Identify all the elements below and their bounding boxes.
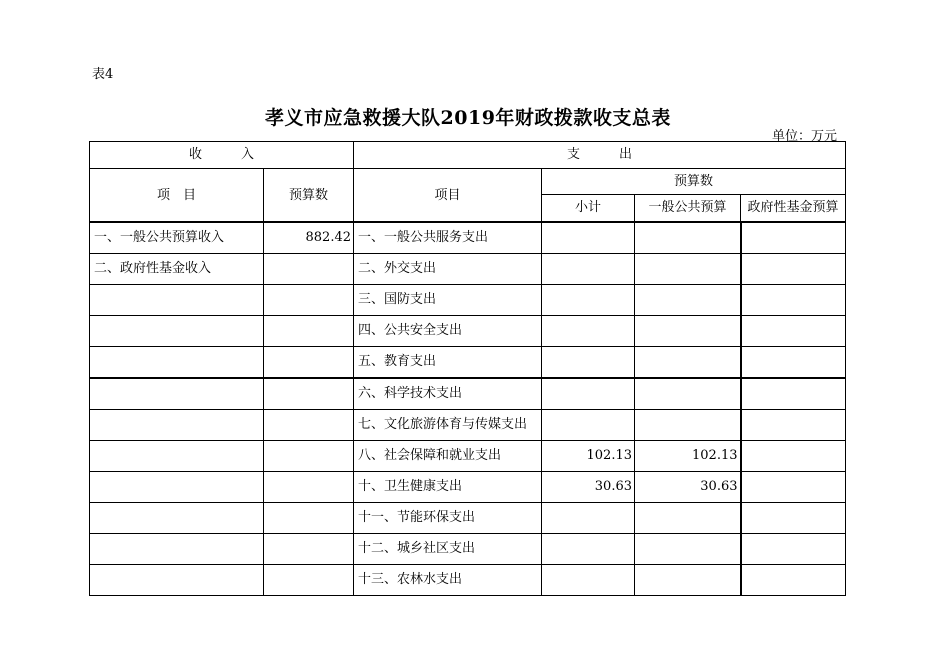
expense-budget-header: 预算数 [542,169,846,195]
expense-item-cell: 二、外交支出 [354,254,542,285]
subtotal-cell [542,410,635,441]
income-amount-cell [264,534,354,565]
table-row [90,378,846,410]
expense-item-cell: 八、社会保障和就业支出 [354,441,542,472]
general-budget-cell [635,378,741,410]
income-item-cell [90,285,264,316]
income-header: 收 入 [90,142,354,169]
fund-budget-cell [741,285,846,316]
subtotal-cell [542,222,635,254]
table-number: 表4 [92,67,114,82]
expense-item-cell: 三、国防支出 [354,285,542,316]
expense-item-cell: 一、一般公共服务支出 [354,222,542,254]
fund-budget-cell [741,254,846,285]
expense-header: 支 出 [354,142,846,169]
expense-item-cell: 六、科学技术支出 [354,378,542,410]
subtotal-cell [542,285,635,316]
table-row [90,222,846,254]
subtotal-cell: 30.63 [542,472,635,503]
general-budget-cell: 30.63 [635,472,741,503]
fund-budget-cell [741,472,846,503]
general-budget-cell [635,347,741,379]
income-item-cell [90,316,264,347]
income-amount-cell [264,441,354,472]
fund-budget-cell [741,503,846,534]
income-item-cell [90,534,264,565]
table-row [90,503,846,534]
unit-label: 单位：万元 [772,129,838,144]
income-item-cell [90,472,264,503]
income-amount-cell [264,285,354,316]
general-budget-cell [635,565,741,596]
fund-budget-cell [741,410,846,441]
general-budget-cell: 102.13 [635,441,741,472]
subtotal-cell [542,503,635,534]
expense-item-cell: 四、公共安全支出 [354,316,542,347]
table-row [90,285,846,316]
subtotal-cell [542,534,635,565]
table-row [90,441,846,472]
fund-budget-cell [741,347,846,379]
table-row [90,254,846,285]
table-row [90,534,846,565]
income-amount-cell: 882.42 [264,222,354,254]
income-item-cell [90,378,264,410]
income-item-cell [90,503,264,534]
expense-item-cell: 五、教育支出 [354,347,542,379]
income-amount-cell [264,316,354,347]
income-amount-cell [264,410,354,441]
general-budget-cell [635,316,741,347]
income-item-cell [90,410,264,441]
income-amount-cell [264,347,354,379]
table-row [90,472,846,503]
income-amount-cell [264,378,354,410]
income-item-cell [90,565,264,596]
budget-table [89,141,846,596]
fund-budget-header: 政府性基金预算 [741,195,846,223]
general-budget-cell [635,285,741,316]
table-row [90,565,846,596]
table-row [90,347,846,379]
expense-item-cell: 七、文化旅游体育与传媒支出 [354,410,542,441]
income-budget-header: 预算数 [264,169,354,223]
expense-item-cell: 十、卫生健康支出 [354,472,542,503]
expense-item-header: 项目 [354,169,542,223]
general-budget-cell [635,410,741,441]
table-row [90,316,846,347]
subtotal-cell [542,316,635,347]
expense-item-cell: 十一、节能环保支出 [354,503,542,534]
subtotal-cell: 102.13 [542,441,635,472]
income-item-cell: 一、一般公共预算收入 [90,222,264,254]
general-budget-cell [635,222,741,254]
income-amount-cell [264,503,354,534]
income-amount-cell [264,254,354,285]
fund-budget-cell [741,316,846,347]
income-item-cell [90,441,264,472]
subtotal-cell [542,565,635,596]
fund-budget-cell [741,222,846,254]
income-item-cell: 二、政府性基金收入 [90,254,264,285]
document-title: 孝义市应急救援大队2019年财政拨款收支总表 [265,107,671,129]
income-amount-cell [264,472,354,503]
income-item-cell [90,347,264,379]
expense-item-cell: 十二、城乡社区支出 [354,534,542,565]
fund-budget-cell [741,378,846,410]
fund-budget-cell [741,565,846,596]
general-budget-cell [635,534,741,565]
income-amount-cell [264,565,354,596]
fund-budget-cell [741,441,846,472]
subtotal-cell [542,254,635,285]
table-row [90,410,846,441]
general-budget-cell [635,254,741,285]
general-budget-header: 一般公共预算 [635,195,741,223]
general-budget-cell [635,503,741,534]
expense-item-cell: 十三、农林水支出 [354,565,542,596]
income-item-header: 项 目 [90,169,264,223]
subtotal-cell [542,378,635,410]
subtotal-header: 小计 [542,195,635,223]
fund-budget-cell [741,534,846,565]
subtotal-cell [542,347,635,379]
